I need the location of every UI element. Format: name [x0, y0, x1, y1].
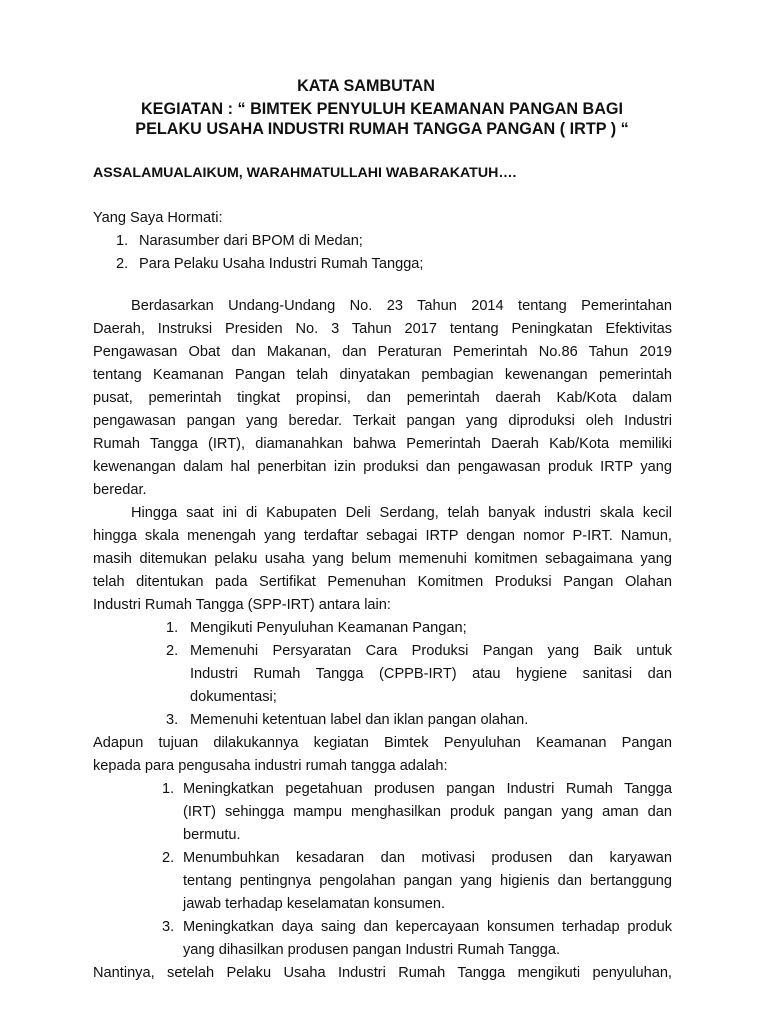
paragraph-line: Berdasarkan Undang-Undang No. 23 Tahun 2014 tentang Pemerintahan: [131, 298, 672, 314]
list-item-text: Meningkatkan pegetahuan produsen pangan Industri Rumah Tangga: [183, 781, 672, 797]
list-item-text: (IRT) sehingga mampu menghasilkan produk pangan yang aman dan: [183, 804, 672, 820]
list-item-text: Menumbuhkan kesadaran dan motivasi produsen dan karyawan: [183, 850, 672, 866]
salutation-item-number: 2.: [116, 256, 129, 272]
paragraph-line: hingga skala menengah yang terdaftar sebagai IRTP dengan nomor P-IRT. Namun,: [93, 528, 672, 544]
paragraph-line: Rumah Tangga (IRT), diamanahkan bahwa Pemerintah Daerah Kab/Kota memiliki: [93, 436, 672, 452]
paragraph-line: Nantinya, setelah Pelaku Usaha Industri Rumah Tangga mengikuti penyuluhan,: [93, 965, 672, 981]
paragraph-line: Daerah, Instruksi Presiden No. 3 Tahun 2017 tentang Peningkatan Efektivitas: [93, 321, 672, 337]
event-title-line-2: PELAKU USAHA INDUSTRI RUMAH TANGGA PANGAN ( IRTP ) “: [135, 120, 629, 138]
list-item-text: jawab terhadap keselamatan konsumen.: [183, 896, 446, 912]
list-item-number: 2.: [162, 850, 175, 866]
paragraph-line: Hingga saat ini di Kabupaten Deli Serdang, telah banyak industri skala kecil: [131, 505, 672, 521]
paragraph-line: beredar.: [93, 482, 147, 498]
salutation-item-number: 1.: [116, 233, 129, 249]
list-item-number: 1.: [162, 781, 175, 797]
paragraph-line: Adapun tujuan dilakukannya kegiatan Bimtek Penyuluhan Keamanan Pangan: [93, 735, 672, 751]
event-title-line-1: KEGIATAN : “ BIMTEK PENYULUH KEAMANAN PANGAN BAGI: [140, 100, 624, 118]
paragraph-line: tentang Keamanan Pangan telah dinyatakan pembagian kewenangan pemerintah: [93, 367, 672, 383]
paragraph-line: pusat, pemerintah tingkat propinsi, dan pemerintah daerah Kab/Kota dalam: [93, 390, 672, 406]
paragraph-line: kepada para pengusaha industri rumah tangga adalah:: [93, 758, 448, 774]
paragraph-line: telah ditentukan pada Sertifikat Pemenuhan Komitmen Produksi Pangan Olahan: [93, 574, 672, 590]
paragraph-line: Industri Rumah Tangga (SPP-IRT) antara lain:: [93, 597, 391, 613]
list-item-text: Memenuhi ketentuan label dan iklan pangan olahan.: [190, 712, 529, 728]
salutation-label: Yang Saya Hormati:: [93, 210, 223, 226]
greeting: ASSALAMUALAIKUM, WARAHMATULLAHI WABARAKATUH….: [93, 165, 517, 181]
list-item-text: Industri Rumah Tangga (CPPB-IRT) atau hygiene sanitasi dan: [190, 666, 672, 682]
paragraph-line: Pengawasan Obat dan Makanan, dan Peraturan Pemerintah No.86 Tahun 2019: [93, 344, 672, 360]
list-item-text: dokumentasi;: [190, 689, 277, 705]
list-item-number: 2.: [166, 643, 179, 659]
paragraph-line: masih ditemukan pelaku usaha yang belum memenuhi komitmen sebagaimana yang: [93, 551, 672, 567]
paragraph-line: kewenangan dalam hal penerbitan izin produksi dan pengawasan produk IRTP yang: [93, 459, 672, 475]
list-item-number: 1.: [166, 620, 179, 636]
list-item-number: 3.: [166, 712, 179, 728]
list-item-text: bermutu.: [183, 827, 241, 843]
list-item-text: Mengikuti Penyuluhan Keamanan Pangan;: [190, 620, 467, 636]
paragraph-line: pengawasan pangan yang beredar. Terkait pangan yang diproduksi oleh Industri: [93, 413, 672, 429]
list-item-text: Memenuhi Persyaratan Cara Produksi Pangan yang Baik untuk: [190, 643, 672, 659]
salutation-item-text: Narasumber dari BPOM di Medan;: [139, 233, 363, 249]
list-item-text: tentang pentingnya pengolahan pangan yang higienis dan bertanggung: [183, 873, 672, 889]
salutation-item-text: Para Pelaku Usaha Industri Rumah Tangga;: [139, 256, 424, 272]
list-item-text: yang dihasilkan produsen pangan Industri Rumah Tangga.: [183, 942, 560, 958]
document-title: KATA SAMBUTAN: [297, 77, 435, 95]
list-item-text: Meningkatkan daya saing dan kepercayaan konsumen terhadap produk: [183, 919, 672, 935]
list-item-number: 3.: [162, 919, 175, 935]
